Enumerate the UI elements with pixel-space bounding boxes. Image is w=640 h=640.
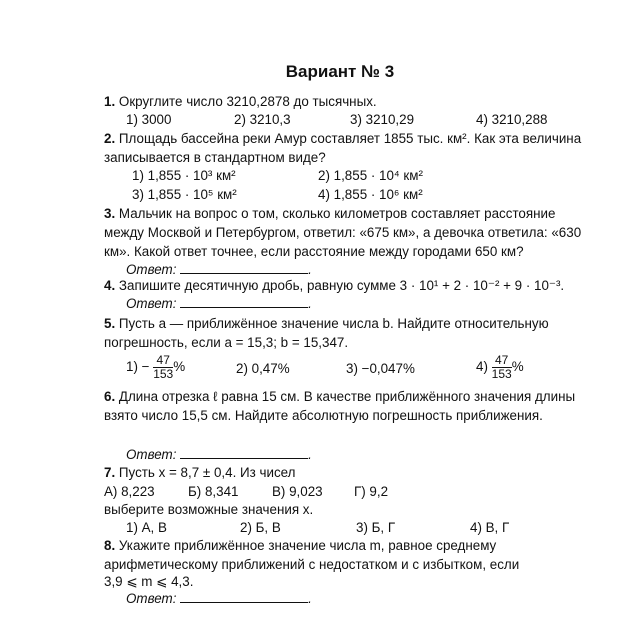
question-text: Округлите число 3210,2878 до тысячных. — [118, 94, 377, 109]
q2-option-4: 4) 1,855 · 10⁶ км² — [318, 187, 423, 202]
numerator: 47 — [153, 354, 173, 368]
answer-line — [126, 295, 312, 311]
question-text: Пусть x = 8,7 ± 0,4. Из чисел — [118, 465, 296, 480]
q2-option-3: 3) 1,855 · 10⁵ км² — [132, 187, 237, 202]
q7-option-4: 4) В, Г — [470, 520, 510, 535]
question-number: 3. — [104, 206, 116, 221]
denominator: 153 — [153, 367, 174, 381]
q7-option-2: 2) Б, В — [240, 520, 281, 535]
question-text: Запишите десятичную дробь, равную сумме 3 · 10¹ + 2 · 10⁻² + 9 · 10⁻³. — [118, 278, 565, 293]
q7-value-a: А) 8,223 — [104, 484, 155, 499]
question-5 — [104, 314, 584, 352]
q1-option-1: 1) 3000 — [126, 112, 172, 127]
q7-instruction: выберите возможные значения x. — [104, 502, 314, 517]
answer-label: Ответ: — [126, 447, 177, 462]
question-text: Длина отрезка ℓ равна 15 см. В качестве приближённого значения длины взято число 15,5 см. Найдите абсолютную погрешность приближения. — [104, 389, 576, 423]
question-7 — [104, 463, 584, 482]
question-text: Укажите приближённое значение числа m, равное среднему арифметическому приближений с недостатком и с избытком, если — [104, 538, 520, 572]
percent-sign: % — [173, 359, 186, 375]
q5-option-2: 2) 0,47% — [236, 361, 290, 376]
question-8 — [104, 536, 584, 574]
q7-option-3: 3) Б, Г — [356, 520, 396, 535]
q7-value-b: Б) 8,341 — [188, 484, 239, 499]
question-number: 6. — [104, 389, 116, 404]
q5-option-1 — [126, 354, 185, 381]
q2-option-1: 1) 1,855 · 10³ км² — [132, 168, 236, 183]
question-number: 1. — [104, 94, 116, 109]
q7-option-1: 1) А, В — [126, 520, 167, 535]
answer-blank[interactable] — [180, 261, 308, 274]
question-6 — [104, 387, 584, 425]
question-1 — [104, 92, 584, 111]
question-3 — [104, 204, 584, 261]
answer-end: . — [308, 262, 312, 277]
question-2 — [104, 129, 584, 167]
denominator: 153 — [491, 367, 512, 381]
answer-label: Ответ: — [126, 296, 177, 311]
option-prefix: 1) − — [126, 359, 150, 375]
q1-option-2: 2) 3210,3 — [234, 112, 291, 127]
q7-value-g: Г) 9,2 — [354, 484, 389, 499]
q8-condition: 3,9 ⩽ m ⩽ 4,3. — [104, 574, 194, 589]
question-4 — [104, 276, 584, 295]
question-number: 2. — [104, 131, 116, 146]
numerator: 47 — [492, 354, 512, 368]
question-number: 5. — [104, 316, 116, 331]
answer-blank[interactable] — [180, 446, 308, 459]
option-prefix: 4) — [476, 359, 488, 375]
answer-line — [126, 590, 312, 606]
question-text: Площадь бассейна реки Амур составляет 1855 тыс. км². Как эта величина записывается в стандартном виде? — [104, 131, 582, 165]
answer-end: . — [308, 296, 312, 311]
answer-line — [126, 261, 312, 277]
question-number: 8. — [104, 538, 116, 553]
fraction — [153, 354, 173, 381]
answer-blank[interactable] — [180, 590, 308, 603]
q7-value-v: В) 9,023 — [272, 484, 323, 499]
question-text: Пусть a — приближённое значение числа b. Найдите относительную погрешность, если a = 15,3; b = 15,347. — [104, 316, 549, 350]
q2-option-2: 2) 1,855 · 10⁴ км² — [318, 168, 423, 183]
q5-option-3: 3) −0,047% — [346, 361, 415, 376]
answer-end: . — [308, 447, 312, 462]
q1-option-4: 4) 3210,288 — [476, 112, 548, 127]
answer-line — [126, 446, 312, 462]
percent-sign: % — [511, 359, 524, 375]
answer-end: . — [308, 591, 312, 606]
q1-option-3: 3) 3210,29 — [350, 112, 415, 127]
question-text: Мальчик на вопрос о том, сколько километров составляет расстояние между Москвой и Петербургом, ответил: «675 км», а девочка ответила: «630 км». Какой ответ точнее, если расстояние между городами 650 км? — [104, 206, 582, 259]
question-number: 7. — [104, 465, 116, 480]
page-title: Вариант № 3 — [285, 62, 395, 81]
q5-option-4 — [476, 354, 524, 381]
fraction — [492, 354, 512, 381]
answer-blank[interactable] — [180, 295, 308, 308]
question-number: 4. — [104, 278, 116, 293]
answer-label: Ответ: — [126, 591, 177, 606]
answer-label: Ответ: — [126, 262, 177, 277]
